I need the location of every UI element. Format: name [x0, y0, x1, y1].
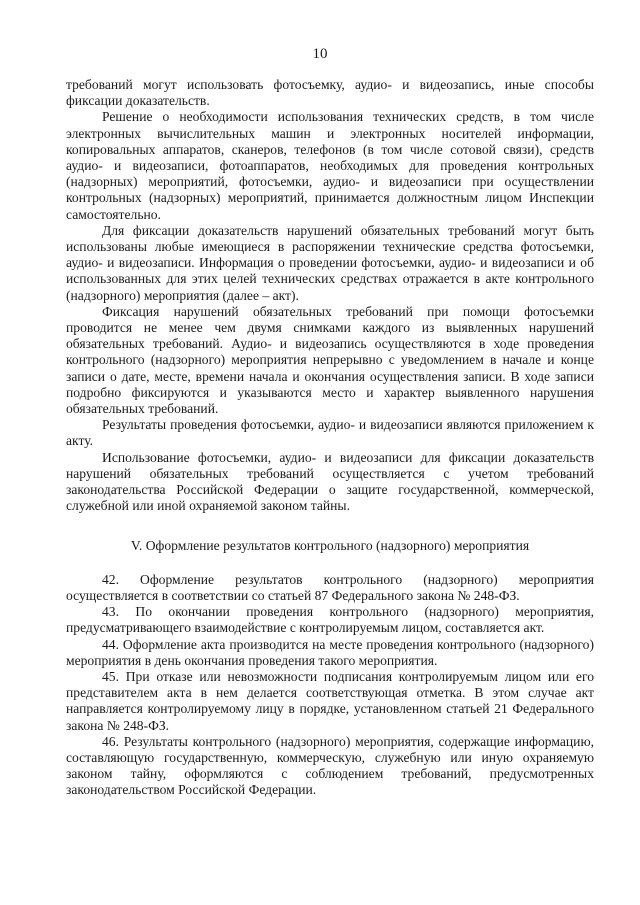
list-item-45: 45. При отказе или невозможности подписания контролируемым лицом или его представителем акта в нем делается соответствующая отметка. В этом случае акт направляется контролируемому лицу в порядке, установленном статьей 21 Федерального закона № 248-ФЗ.: [66, 668, 594, 733]
list-item-43: 43. По окончании проведения контрольного (надзорного) мероприятия, предусматривающего взаимодействие с контролируемым лицом, составляется акт.: [66, 604, 594, 636]
section-heading: V. Оформление результатов контрольного (надзорного) мероприятия: [130, 538, 530, 554]
list-item-44: 44. Оформление акта производится на месте проведения контрольного (надзорного) мероприятия в день окончания проведения такого мероприятия.: [66, 636, 594, 668]
paragraph-technical-means-decision: Решение о необходимости использования технических средств, в том числе электронных вычислительных машин и электронных носителей информации, копировальных аппаратов, сканеров, телефонов (в том числе сотовой связи), средств аудио- и видеозаписи, фотоаппаратов, необходимых для проведения контрольных (надзорных) мероприятий, фотосъемки, аудио- и видеозаписи при осуществлении контрольных (надзорных) мероприятий, принимается должностным лицом Инспекции самостоятельно.: [66, 109, 594, 222]
paragraph-results-annex: Результаты проведения фотосъемки, аудио- и видеозаписи являются приложением к акту.: [66, 417, 594, 449]
paragraph-secrecy: Использование фотосъемки, аудио- и видеозаписи для фиксации доказательств нарушений обязательных требований осуществляется с учетом требований законодательства Российской Федерации о защите государственной, коммерческой, служебной или иной охраняемой законом тайны.: [66, 449, 594, 514]
list-item-42: 42. Оформление результатов контрольного (надзорного) мероприятия осуществляется в соответствии со статьей 87 Федерального закона № 248-ФЗ.: [66, 571, 594, 603]
document-body: [66, 77, 594, 799]
paragraph-evidence-fixation: Для фиксации доказательств нарушений обязательных требований могут быть использованы любые имеющиеся в распоряжении технические средства фотосъемки, аудио- и видеозаписи. Информация о проведении фотосъемки, аудио- и видеозаписи и об использованных для этих целей технических средствах отражается в акте контрольного (надзорного) мероприятия (далее – акт).: [66, 222, 594, 303]
page-number: 10: [312, 46, 328, 62]
list-item-46: 46. Результаты контрольного (надзорного) мероприятия, содержащие информацию, составляющую государственную, коммерческую, служебную или иную охраняемую законом тайну, оформляются с соблюдением требований, предусмотренных законодательством Российской Федерации.: [66, 733, 594, 798]
paragraph-photo-recording: Фиксация нарушений обязательных требований при помощи фотосъемки проводится не менее чем двумя снимками каждого из выявленных нарушений обязательных требований. Аудио- и видеозапись осуществляются в ходе проведения контрольного (надзорного) мероприятия непрерывно с уведомлением в начале и конце записи о дате, месте, времени начала и окончания осуществления записи. В ходе записи подробно фиксируются и указываются место и характер выявленного нарушения обязательных требований.: [66, 303, 594, 417]
paragraph-continuation: требований могут использовать фотосъемку, аудио- и видеозапись, иные способы фиксации доказательств.: [66, 77, 594, 109]
